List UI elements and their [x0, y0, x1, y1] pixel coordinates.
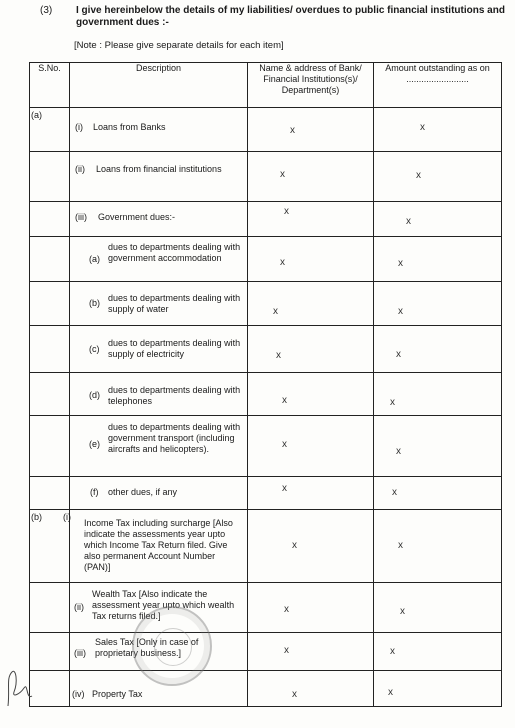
notary-stamp-inner	[154, 628, 192, 666]
description-cell	[70, 416, 248, 477]
amount-cell	[374, 633, 502, 671]
table-row	[30, 671, 502, 707]
subitem-letter: (a)	[89, 254, 100, 264]
cross-mark: x	[400, 606, 405, 617]
amount-cell	[374, 237, 502, 282]
cross-mark: x	[396, 446, 401, 457]
cross-mark: x	[280, 169, 285, 180]
description-cell	[70, 326, 248, 373]
sno-cell	[30, 583, 70, 633]
cross-mark: x	[292, 689, 297, 700]
subitem-letter: (c)	[89, 344, 100, 354]
description-cell	[70, 237, 248, 282]
sno-cell	[30, 202, 70, 237]
amount-cell	[374, 152, 502, 202]
table-row	[30, 633, 502, 671]
subitem-letter: (d)	[89, 390, 100, 400]
cross-mark: x	[284, 206, 289, 217]
amount-cell	[374, 108, 502, 152]
subitem-letter: (e)	[89, 439, 100, 449]
amount-cell	[374, 282, 502, 326]
subitem-text: dues to departments dealing with government transport (including aircrafts and helicopters).	[108, 422, 241, 454]
bank-cell	[248, 633, 374, 671]
table-row	[30, 108, 502, 152]
description-cell	[70, 373, 248, 416]
cross-mark: x	[290, 125, 295, 136]
cross-mark: x	[280, 257, 285, 268]
table-row	[30, 152, 502, 202]
cross-mark: x	[420, 122, 425, 133]
amount-cell	[374, 510, 502, 583]
table-header-row	[30, 63, 502, 108]
amount-cell	[374, 671, 502, 707]
cross-mark: x	[398, 258, 403, 269]
item-number: (ii)	[74, 602, 84, 612]
cross-mark: x	[390, 397, 395, 408]
item-number: (iii)	[75, 212, 87, 222]
cross-mark: x	[276, 350, 281, 361]
item-number: (iii)	[74, 648, 86, 658]
bank-cell	[248, 583, 374, 633]
bank-cell	[248, 282, 374, 326]
header-amount: Amount outstanding as on .........................	[374, 63, 502, 108]
cross-mark: x	[292, 540, 297, 551]
description-cell	[70, 477, 248, 510]
header-bank: Name & address of Bank/ Financial Institutions(s)/ Department(s)	[248, 63, 374, 108]
header-sno: S.No.	[30, 63, 70, 108]
item-text: Property Tax	[92, 689, 143, 699]
cross-mark: x	[284, 645, 289, 656]
cross-mark: x	[396, 349, 401, 360]
item-text: Income Tax including surcharge [Also indicate the assessments year upto which Income Tax Return filed. Give also permanent Account Number (PAN)]	[84, 518, 233, 572]
cross-mark: x	[398, 540, 403, 551]
signature-mark	[2, 648, 42, 708]
cross-mark: x	[282, 483, 287, 494]
cross-mark: x	[282, 395, 287, 406]
cross-mark: x	[398, 306, 403, 317]
table-row	[30, 583, 502, 633]
cross-mark: x	[284, 604, 289, 615]
item-number: (iv)	[72, 689, 85, 699]
item-text: Sales Tax [Only in case of proprietary business.]	[95, 637, 199, 658]
description-cell	[70, 202, 248, 237]
sno-cell	[30, 282, 70, 326]
bank-cell	[248, 108, 374, 152]
liabilities-table	[29, 62, 502, 707]
sno-cell: (b)	[30, 510, 70, 583]
subitem-letter: (f)	[90, 487, 99, 497]
amount-cell	[374, 416, 502, 477]
cross-mark: x	[392, 487, 397, 498]
table-row	[30, 477, 502, 510]
subitem-letter: (b)	[89, 298, 100, 308]
cross-mark: x	[416, 170, 421, 181]
item-number: (i)	[75, 122, 83, 132]
table-row	[30, 373, 502, 416]
note-text: [Note : Please give separate details for each item]	[74, 40, 284, 51]
amount-cell	[374, 326, 502, 373]
amount-cell	[374, 202, 502, 237]
subitem-text: other dues, if any	[108, 487, 178, 497]
description-cell	[70, 108, 248, 152]
table-row	[30, 416, 502, 477]
header-description: Description	[70, 63, 248, 108]
bank-cell	[248, 510, 374, 583]
item-text: Government dues:-	[98, 212, 176, 222]
sno-cell	[30, 237, 70, 282]
bank-cell	[248, 152, 374, 202]
bank-cell	[248, 416, 374, 477]
sno-cell	[30, 416, 70, 477]
item-text: Loans from financial institutions	[96, 164, 222, 174]
table-row	[30, 282, 502, 326]
cross-mark: x	[388, 687, 393, 698]
subitem-text: dues to departments dealing with supply of water	[108, 293, 241, 314]
amount-cell	[374, 373, 502, 416]
table-row	[30, 202, 502, 237]
sno-cell	[30, 373, 70, 416]
table-row	[30, 237, 502, 282]
sno-cell	[30, 326, 70, 373]
section-heading: I give hereinbelow the details of my liabilities/ overdues to public financial institutions and government dues :-	[76, 5, 505, 28]
description-cell	[70, 282, 248, 326]
item-number: (ii)	[75, 164, 85, 174]
bank-cell	[248, 202, 374, 237]
notary-stamp	[132, 606, 212, 686]
subitem-text: dues to departments dealing with telephones	[108, 385, 241, 406]
bank-cell	[248, 326, 374, 373]
subitem-text: dues to departments dealing with government accommodation	[108, 242, 241, 263]
description-cell	[70, 152, 248, 202]
cross-mark: x	[390, 646, 395, 657]
cross-mark: x	[282, 439, 287, 450]
bank-cell	[248, 477, 374, 510]
amount-cell	[374, 583, 502, 633]
sno-cell	[30, 477, 70, 510]
table-row	[30, 510, 502, 583]
cross-mark: x	[273, 306, 278, 317]
section-number: (3)	[40, 5, 53, 16]
subitem-text: dues to departments dealing with supply of electricity	[108, 338, 241, 359]
table-row	[30, 326, 502, 373]
sno-cell	[30, 152, 70, 202]
cross-mark: x	[406, 216, 411, 227]
item-text: Wealth Tax [Also indicate the assessment year upto which wealth Tax returns filed.]	[92, 589, 235, 621]
amount-cell	[374, 477, 502, 510]
bank-cell	[248, 671, 374, 707]
description-cell	[63, 510, 248, 583]
bank-cell	[248, 373, 374, 416]
item-number: (i)	[63, 512, 71, 522]
bank-cell	[248, 237, 374, 282]
sno-cell: (a)	[30, 108, 70, 152]
item-text: Loans from Banks	[93, 122, 166, 132]
